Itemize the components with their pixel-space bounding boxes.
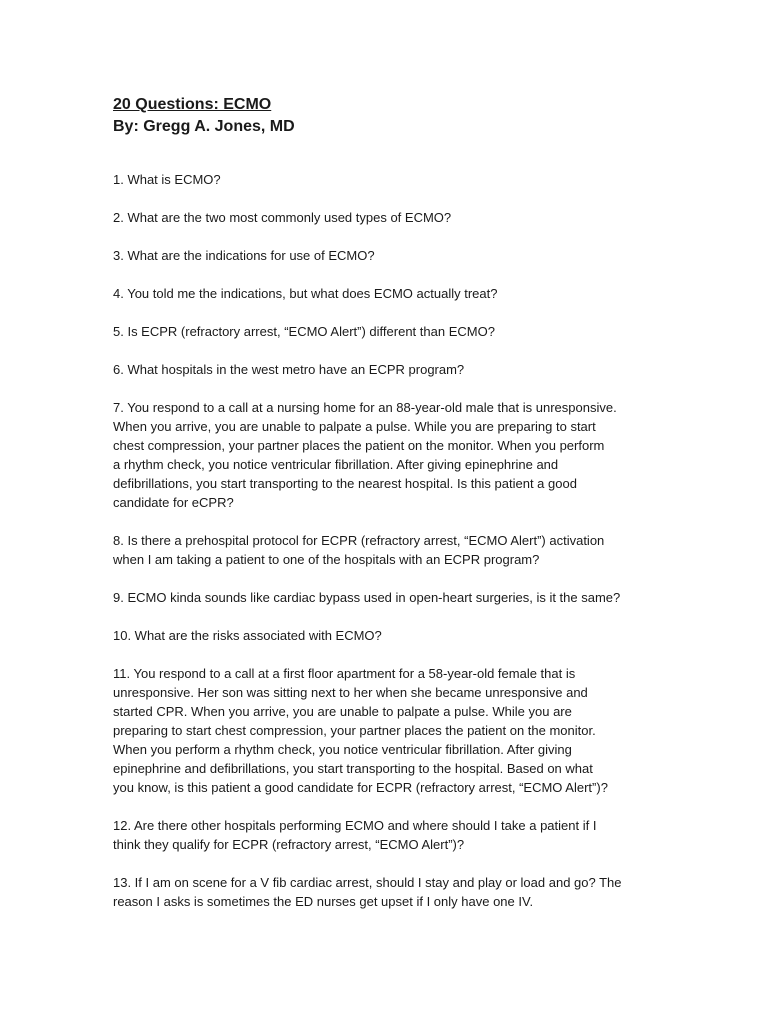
question-list (113, 170, 658, 911)
question-item: 7. You respond to a call at a nursing home for an 88-year-old male that is unresponsive. When you arrive, you are unable to palpate a pulse. While you are preparing to start chest compression, your partner places the patient on the monitor. When you perform a rhythm check, you notice ventricular fibrillation. After giving epinephrine and defibrillations, you start transporting to the nearest hospital. Is this patient a good candidate for eCPR? (113, 400, 617, 510)
document-author: By: Gregg A. Jones, MD (113, 118, 295, 135)
question-item: 9. ECMO kinda sounds like cardiac bypass used in open-heart surgeries, is it the same? (113, 590, 621, 605)
question-item: 12. Are there other hospitals performing ECMO and where should I take a patient if I think they qualify for ECPR (refractory arrest, “ECMO Alert”)? (113, 818, 597, 852)
question-item: 13. If I am on scene for a V fib cardiac arrest, should I stay and play or load and go? The reason I asks is sometimes the ED nurses get upset if I only have one IV. (113, 875, 622, 909)
question-item: 4. You told me the indications, but what does ECMO actually treat? (113, 286, 498, 301)
question-item: 3. What are the indications for use of ECMO? (113, 248, 375, 263)
question-item: 6. What hospitals in the west metro have an ECPR program? (113, 362, 465, 377)
document-title: 20 Questions: ECMO (113, 96, 272, 113)
question-item: 2. What are the two most commonly used types of ECMO? (113, 210, 452, 225)
question-item: 11. You respond to a call at a first floor apartment for a 58-year-old female that is unresponsive. Her son was sitting next to her when she became unresponsive and started CPR. When you arrive, you are unable to palpate a pulse. While you are preparing to start chest compression, your partner places the patient on the monitor. When you perform a rhythm check, you notice ventricular fibrillation. After giving epinephrine and defibrillations, you start transporting to the hospital. Based on what you know, is this patient a good candidate for ECPR (refractory arrest, “ECMO Alert”)? (113, 666, 608, 795)
question-item: 8. Is there a prehospital protocol for ECPR (refractory arrest, “ECMO Alert”) activation when I am taking a patient to one of the hospitals with an ECPR program? (113, 533, 605, 567)
document-content (113, 95, 658, 911)
question-item: 5. Is ECPR (refractory arrest, “ECMO Alert”) different than ECMO? (113, 324, 495, 339)
question-item: 1. What is ECMO? (113, 172, 221, 187)
question-item: 10. What are the risks associated with ECMO? (113, 628, 382, 643)
